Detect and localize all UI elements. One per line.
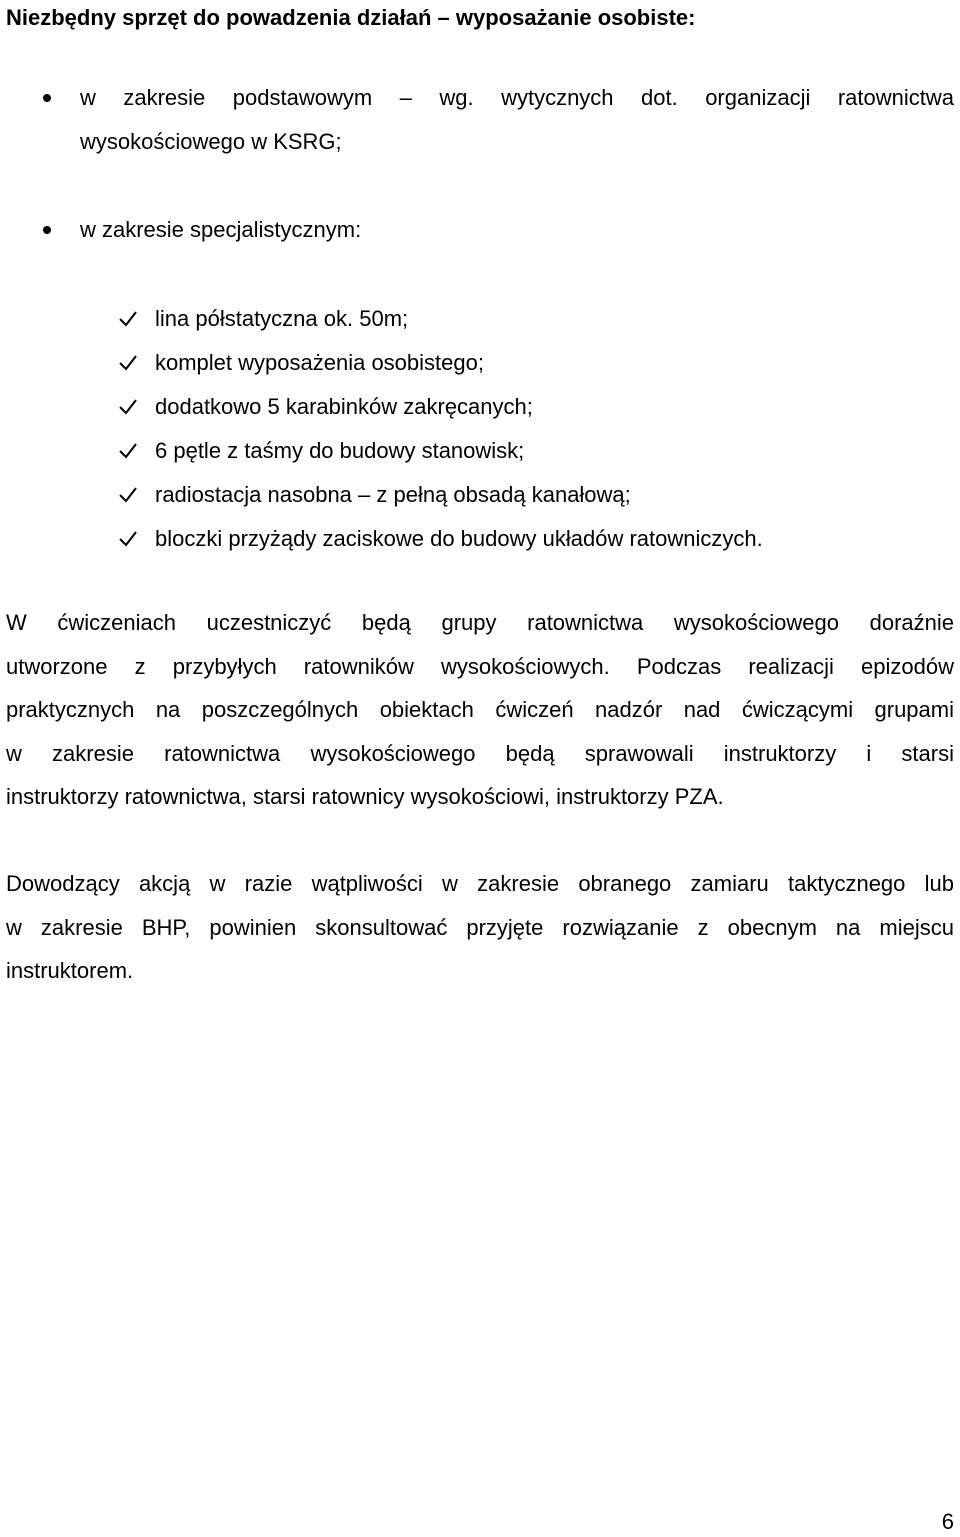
checklist-item: [0, 341, 960, 385]
checkmark-icon: [118, 309, 138, 329]
checklist-item: [0, 429, 960, 473]
paragraph-line: praktycznych na poszczególnych obiektach ćwiczeń nadzór nad ćwiczącymi grupami: [6, 697, 954, 722]
bullet-text: [80, 76, 954, 164]
paragraph-line: w zakresie BHP, powinien skonsultować przyjęte rozwiązanie z obecnym na miejscu: [6, 914, 954, 940]
checklist-item: [0, 297, 960, 341]
checklist-item-text: bloczki przyżądy zaciskowe do budowy układów ratowniczych.: [155, 526, 763, 551]
paragraph-commander: [6, 862, 954, 993]
checklist-item-text: komplet wyposażenia osobistego;: [155, 350, 484, 375]
paragraph-exercise-groups: [6, 601, 954, 819]
paragraph-line: w zakresie ratownictwa wysokościowego będą sprawowali instruktorzy i starsi: [6, 740, 954, 766]
checklist-item: [0, 385, 960, 429]
paragraph-line: Dowodzący akcją w razie wątpliwości w zakresie obranego zamiaru taktycznego lub: [6, 871, 954, 896]
bullet-dot-icon: [43, 226, 51, 234]
section-heading: Niezbędny sprzęt do powadzenia działań – wyposażanie osobiste:: [6, 5, 696, 30]
paragraph-line: instruktorem.: [6, 958, 134, 983]
checkmark-icon: [118, 529, 138, 549]
bullet-line: wysokościowego w KSRG;: [80, 129, 342, 154]
paragraph-line: instruktorzy ratownictwa, starsi ratownicy wysokościowi, instruktorzy PZA.: [6, 784, 724, 809]
checklist-item-text: lina półstatyczna ok. 50m;: [155, 306, 409, 331]
equipment-checklist: [0, 297, 960, 561]
checklist-item: [0, 473, 960, 517]
paragraph-line: W ćwiczeniach uczestniczyć będą grupy ratownictwa wysokościowego doraźnie: [6, 610, 954, 635]
page-number: 6: [941, 1509, 954, 1534]
checklist-item-text: dodatkowo 5 karabinków zakręcanych;: [155, 394, 533, 419]
checkmark-icon: [118, 397, 138, 417]
checkmark-icon: [118, 485, 138, 505]
checklist-item: [0, 517, 960, 561]
bullet-line: w zakresie podstawowym – wg. wytycznych dot. organizacji ratownictwa: [80, 85, 954, 110]
bullet-dot-icon: [43, 94, 51, 102]
paragraph-line: utworzone z przybyłych ratowników wysokościowych. Podczas realizacji epizodów: [6, 653, 954, 679]
checkmark-icon: [118, 441, 138, 461]
checkmark-icon: [118, 353, 138, 373]
bullet-text: [80, 208, 954, 252]
checklist-item-text: 6 pętle z taśmy do budowy stanowisk;: [155, 438, 525, 463]
bullet-line: w zakresie specjalistycznym:: [80, 217, 362, 242]
checklist-item-text: radiostacja nasobna – z pełną obsadą kanałową;: [155, 482, 631, 507]
